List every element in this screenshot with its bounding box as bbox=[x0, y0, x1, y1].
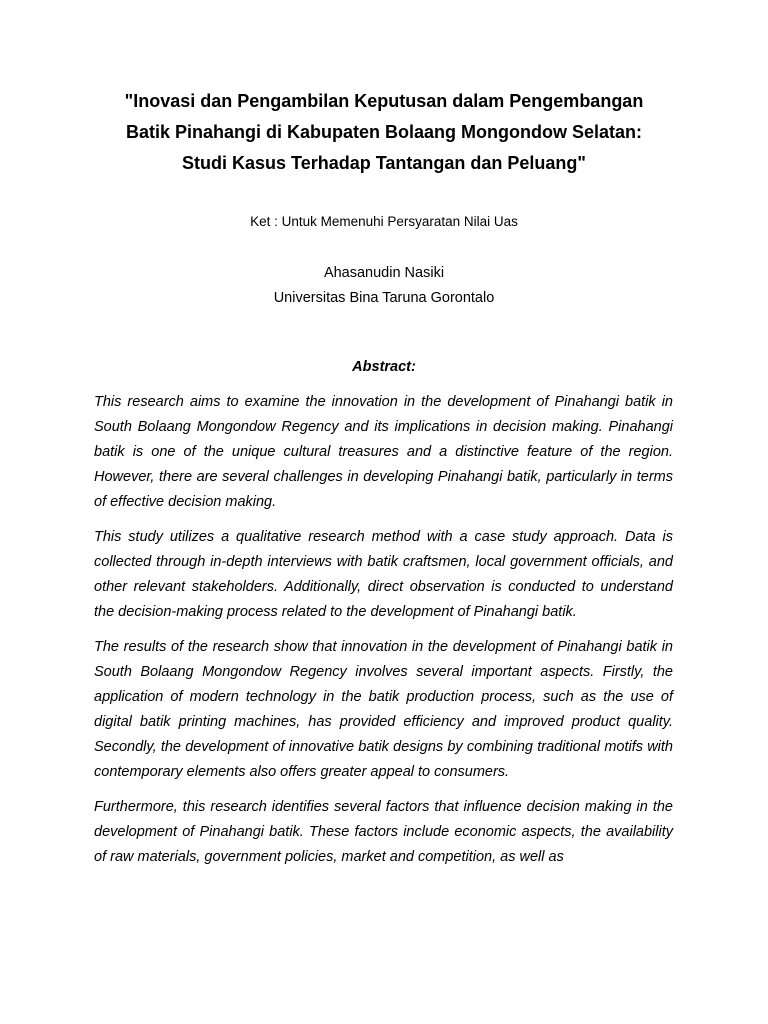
title-line-3: Studi Kasus Terhadap Tantangan dan Peluang" bbox=[182, 153, 586, 173]
paper-title bbox=[80, 86, 688, 179]
title-line-2: Batik Pinahangi di Kabupaten Bolaang Mongondow Selatan: bbox=[125, 122, 643, 142]
author-block bbox=[0, 261, 768, 311]
abstract-paragraph-4: Furthermore, this research identifies several factors that influence decision making in the development of Pinahangi batik. These factors include economic aspects, the availability of raw materials, government policies, market and competition, as well as bbox=[94, 799, 673, 865]
abstract-paragraph-2: This study utilizes a qualitative research method with a case study approach. Data is collected through in-depth interviews with batik craftsmen, local government officials, and other relevant stakeholders. Additionally, direct observation is conducted to understand the decision-making process related to the development of Pinahangi batik. bbox=[94, 529, 673, 620]
abstract-paragraph-3: The results of the research show that innovation in the development of Pinahangi batik in South Bolaang Mongondow Regency involves several important aspects. Firstly, the application of modern technology in the batik production process, such as the use of digital batik printing machines, has provided efficiency and improved product quality. Secondly, the development of innovative batik designs by combining traditional motifs with contemporary elements also offers greater appeal to consumers. bbox=[94, 639, 673, 780]
abstract-body bbox=[94, 390, 673, 880]
abstract-paragraph-1: This research aims to examine the innovation in the development of Pinahangi batik in South Bolaang Mongondow Regency and its implications in decision making. Pinahangi batik is one of the unique cultural treasures and a distinctive feature of the region. However, there are several challenges in developing Pinahangi batik, particularly in terms of effective decision making. bbox=[94, 394, 673, 510]
author-affiliation: Universitas Bina Taruna Gorontalo bbox=[273, 290, 495, 306]
purpose-note: Ket : Untuk Memenuhi Persyaratan Nilai Uas bbox=[250, 214, 518, 229]
author-name: Ahasanudin Nasiki bbox=[323, 265, 445, 281]
title-line-1: "Inovasi dan Pengambilan Keputusan dalam Pengembangan bbox=[124, 91, 644, 111]
abstract-heading: Abstract: bbox=[352, 359, 416, 375]
